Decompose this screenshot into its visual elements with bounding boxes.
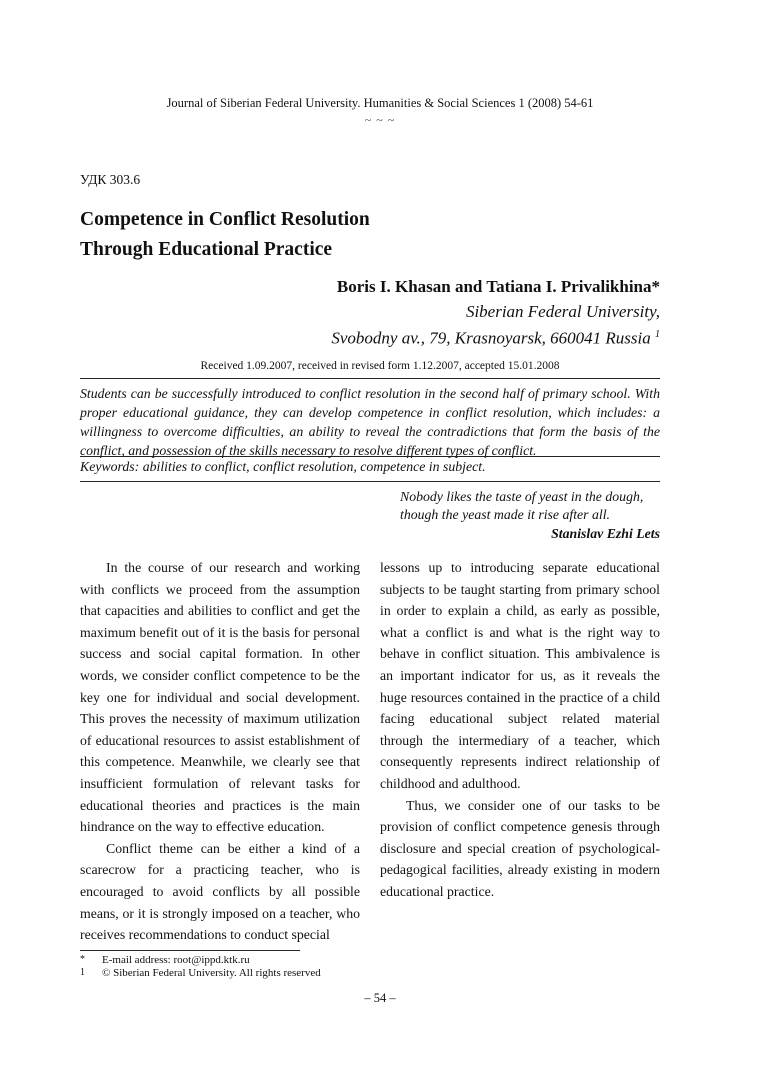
abstract: Students can be successfully introduced to conflict resolution in the second half of primary school. With proper educational guidance, they can develop competence in conflict resolution, which includes: a willingness to overcome difficulties, an ability to reveal the contradictions that form the basis of the conflict, and possession of the skills necessary to resolve different types of conflict.: [80, 386, 660, 458]
body-paragraph-continued: lessons up to introducing separate educational subjects to be taught starting from primary school in order to explain a child, as early as possible, what a conflict is and what is the right way to behave in conflict situation. This ambivalence is an important indicator for us, as it reveals the huge resources contained in the practice of a child facing educational subject related material through the intermediary of a teacher, which consequently represents indirect relationship of childhood and adulthood.: [380, 560, 660, 791]
abstract-bottom-rule: [80, 481, 660, 482]
title-line-1: Competence in Conflict Resolution: [80, 209, 370, 230]
epigraph-line-2: though the yeast made it rise after all.: [400, 507, 610, 522]
page-number: – 54 –: [364, 991, 396, 1005]
authors: Boris I. Khasan and Tatiana I. Privalikhina*: [336, 277, 660, 296]
affiliation-line-1: Siberian Federal University,: [465, 302, 660, 321]
journal-header: Journal of Siberian Federal University. Humanities & Social Sciences 1 (2008) 54-61: [166, 96, 594, 110]
footnote-copyright: [80, 967, 321, 979]
footnote-email: [80, 954, 250, 966]
article-title: [80, 205, 370, 265]
title-line-2: Through Educational Practice: [80, 239, 333, 260]
header-ornament: ~ ~ ~: [364, 113, 396, 127]
affiliation: [331, 300, 660, 350]
affiliation-address: Svobodny av., 79, Krasnoyarsk, 660041 Russia: [331, 328, 651, 348]
affiliation-footnote-mark: 1: [655, 329, 660, 340]
footnote-mark: *: [80, 954, 85, 965]
udk-code: УДК 303.6: [80, 172, 141, 187]
footnote-text: © Siberian Federal University. All rights reserved: [102, 967, 321, 979]
received-dates: Received 1.09.2007, received in revised form 1.12.2007, accepted 15.01.2008: [200, 360, 560, 372]
epigraph-line-1: Nobody likes the taste of yeast in the dough,: [400, 489, 644, 504]
body-column-left: [80, 557, 360, 946]
footnote-text: E-mail address: root@ippd.ktk.ru: [102, 954, 250, 966]
keywords-rule: [80, 456, 660, 457]
abstract-top-rule: [80, 378, 660, 379]
body-paragraph: Thus, we consider one of our tasks to be provision of conflict competence genesis through disclosure and special creation of psychological-pedagogical facilities, already existing in modern educational practice.: [380, 797, 660, 899]
footnote-mark: 1: [80, 967, 85, 978]
affiliation-line-2: [331, 323, 660, 350]
keywords: Keywords: abilities to conflict, conflict resolution, competence in subject.: [80, 459, 486, 474]
footnote-rule: [80, 950, 300, 951]
body-paragraph: In the course of our research and working with conflicts we proceed from the assumption that capacities and abilities to conflict and get the maximum benefit out of it is the basis for personal success and social capital formation. In other words, we consider conflict competence to be the key one for individual and social development. This proves the necessity of maximum utilization of educational resources to assist establishment of this competence. Meanwhile, we clearly see that insufficient formulation of relevant tasks for educational theories and practices is the main hindrance on the way to effective education.: [80, 560, 360, 835]
epigraph-author: Stanislav Ezhi Lets: [551, 526, 660, 541]
body-column-right: [380, 557, 660, 903]
body-paragraph: Conflict theme can be either a kind of a scarecrow for a practicing teacher, who is encouraged to avoid conflicts by all possible means, or it is strongly imposed on a teacher, who receives recommendations to conduct special: [80, 840, 360, 943]
epigraph: [400, 488, 660, 524]
